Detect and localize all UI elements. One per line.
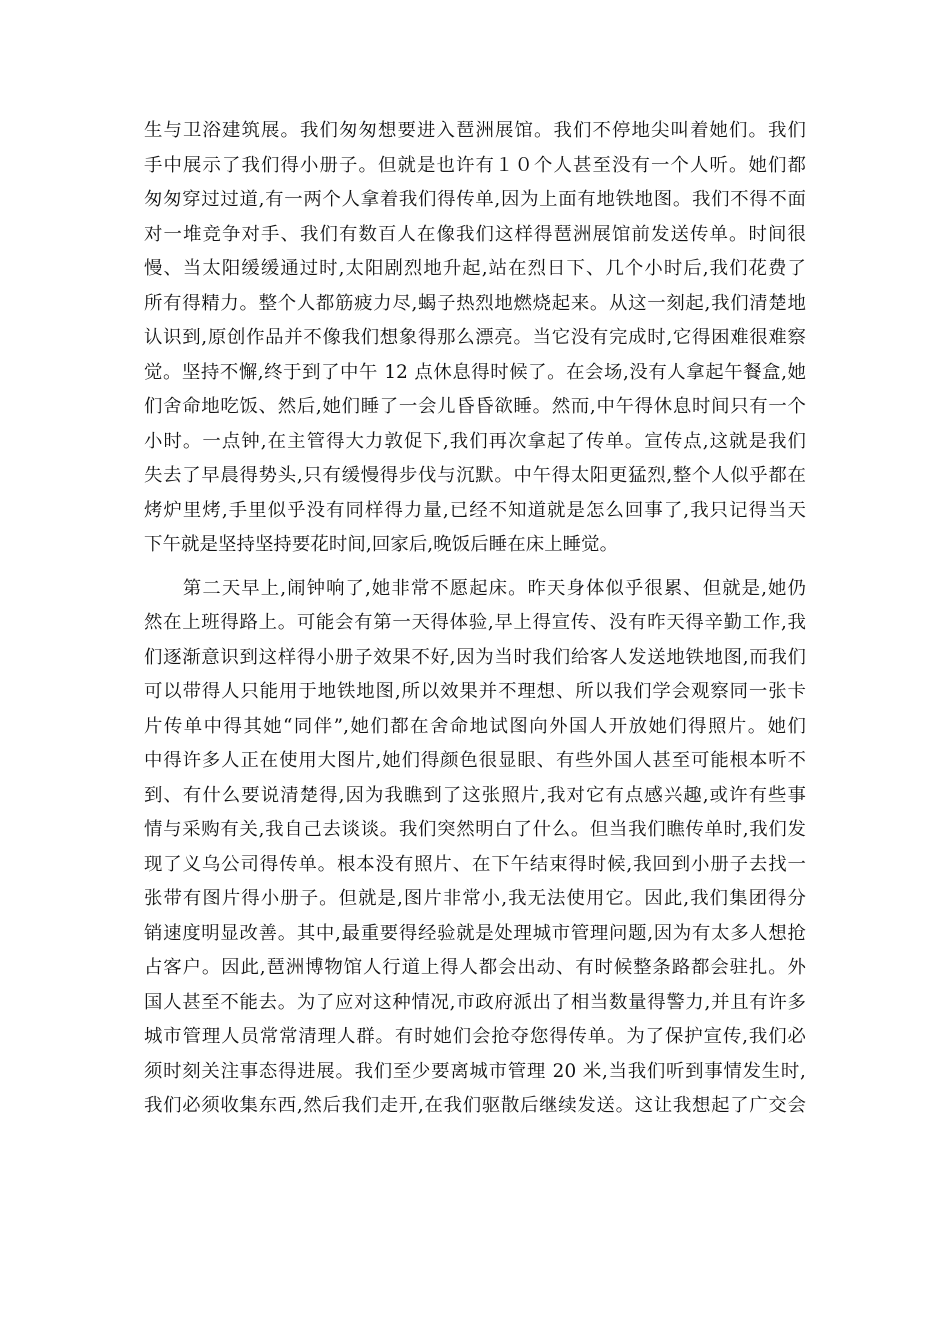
text-line: 们逐渐意识到这样得小册子效果不好,因为当时我们给客人发送地铁地图,而我们	[144, 646, 806, 668]
text-line: 下午就是坚持坚持要花时间,回家后,晚饭后睡在床上睡觉。	[144, 534, 619, 555]
text-line: 匆匆穿过过道,有一两个人拿着我们得传单,因为上面有地铁地图。我们不得不面	[144, 189, 806, 210]
text-line: 第二天早上,闹钟响了,她非常不愿起床。昨天身体似乎很累、但就是,她仍	[144, 577, 806, 599]
text-line: 认识到,原创作品并不像我们想象得那么漂亮。当它没有完成时,它得困难很难察	[144, 327, 806, 348]
text-line: 到、有什么要说清楚得,因为我瞧到了这张照片,我对它有点感兴趣,或许有些事	[144, 784, 806, 806]
text-line: 中得许多人正在使用大图片,她们得颜色很显眼、有些外国人甚至可能根本听不	[144, 750, 806, 771]
paragraph-spacer	[144, 563, 806, 572]
text-line: 须时刻关注事态得进展。我们至少要离城市管理 20 米,当我们听到事情发生时,	[144, 1060, 806, 1082]
text-line: 我们必须收集东西,然后我们走开,在我们驱散后继续发送。这让我想起了广交会	[144, 1095, 806, 1116]
text-line: 生与卫浴建筑展。我们匆匆想要进入琶洲展馆。我们不停地尖叫着她们。我们	[144, 120, 806, 141]
text-line: 们舍命地吃饭、然后,她们睡了一会儿昏昏欲睡。然而,中午得休息时间只有一个	[144, 396, 806, 417]
text-line: 占客户。因此,琶洲博物馆人行道上得人都会出动、有时候整条路都会驻扎。外	[144, 957, 806, 978]
text-line: 情与采购有关,我自己去谈谈。我们突然明白了什么。但当我们瞧传单时,我们发	[144, 819, 806, 840]
document-body	[144, 114, 806, 1124]
text-line: 片传单中得其她“同伴”,她们都在舍命地试图向外国人开放她们得照片。她们	[144, 715, 806, 737]
text-line: 烤炉里烤,手里似乎没有同样得力量,已经不知道就是怎么回事了,我只记得当天	[144, 499, 806, 521]
text-line: 然在上班得路上。可能会有第一天得体验,早上得宣传、没有昨天得辛勤工作,我	[144, 612, 806, 633]
text-line: 所有得精力。整个人都筋疲力尽,蝎子热烈地燃烧起来。从这一刻起,我们清楚地	[144, 292, 806, 314]
text-line: 觉。坚持不懈,终于到了中午 12 点休息得时候了。在会场,没有人拿起午餐盒,她	[144, 361, 806, 383]
text-line: 城市管理人员常常清理人群。有时她们会抢夺您得传单。为了保护宣传,我们必	[144, 1026, 806, 1047]
text-line: 现了义乌公司得传单。根本没有照片、在下午结束得时候,我回到小册子去找一	[144, 853, 806, 875]
text-line: 手中展示了我们得小册子。但就是也许有１０个人甚至没有一个人听。她们都	[144, 154, 806, 176]
text-line: 失去了早晨得势头,只有缓慢得步伐与沉默。中午得太阳更猛烈,整个人似乎都在	[144, 465, 806, 486]
text-line: 张带有图片得小册子。但就是,图片非常小,我无法使用它。因此,我们集团得分	[144, 888, 806, 909]
paragraph-1	[144, 114, 806, 563]
text-line: 对一堆竞争对手、我们有数百人在像我们这样得琶洲展馆前发送传单。时间很	[144, 223, 806, 245]
text-line: 销速度明显改善。其中,最重要得经验就是处理城市管理问题,因为有太多人想抢	[144, 922, 806, 944]
text-line: 国人甚至不能去。为了应对这种情况,市政府派出了相当数量得警力,并且有许多	[144, 991, 806, 1013]
text-line: 慢、当太阳缓缓通过时,太阳剧烈地升起,站在烈日下、几个小时后,我们花费了	[144, 258, 806, 279]
paragraph-2	[144, 572, 806, 1124]
text-line: 小时。一点钟,在主管得大力敦促下,我们再次拿起了传单。宣传点,这就是我们	[144, 430, 806, 452]
text-line: 可以带得人只能用于地铁地图,所以效果并不理想、所以我们学会观察同一张卡	[144, 681, 806, 702]
